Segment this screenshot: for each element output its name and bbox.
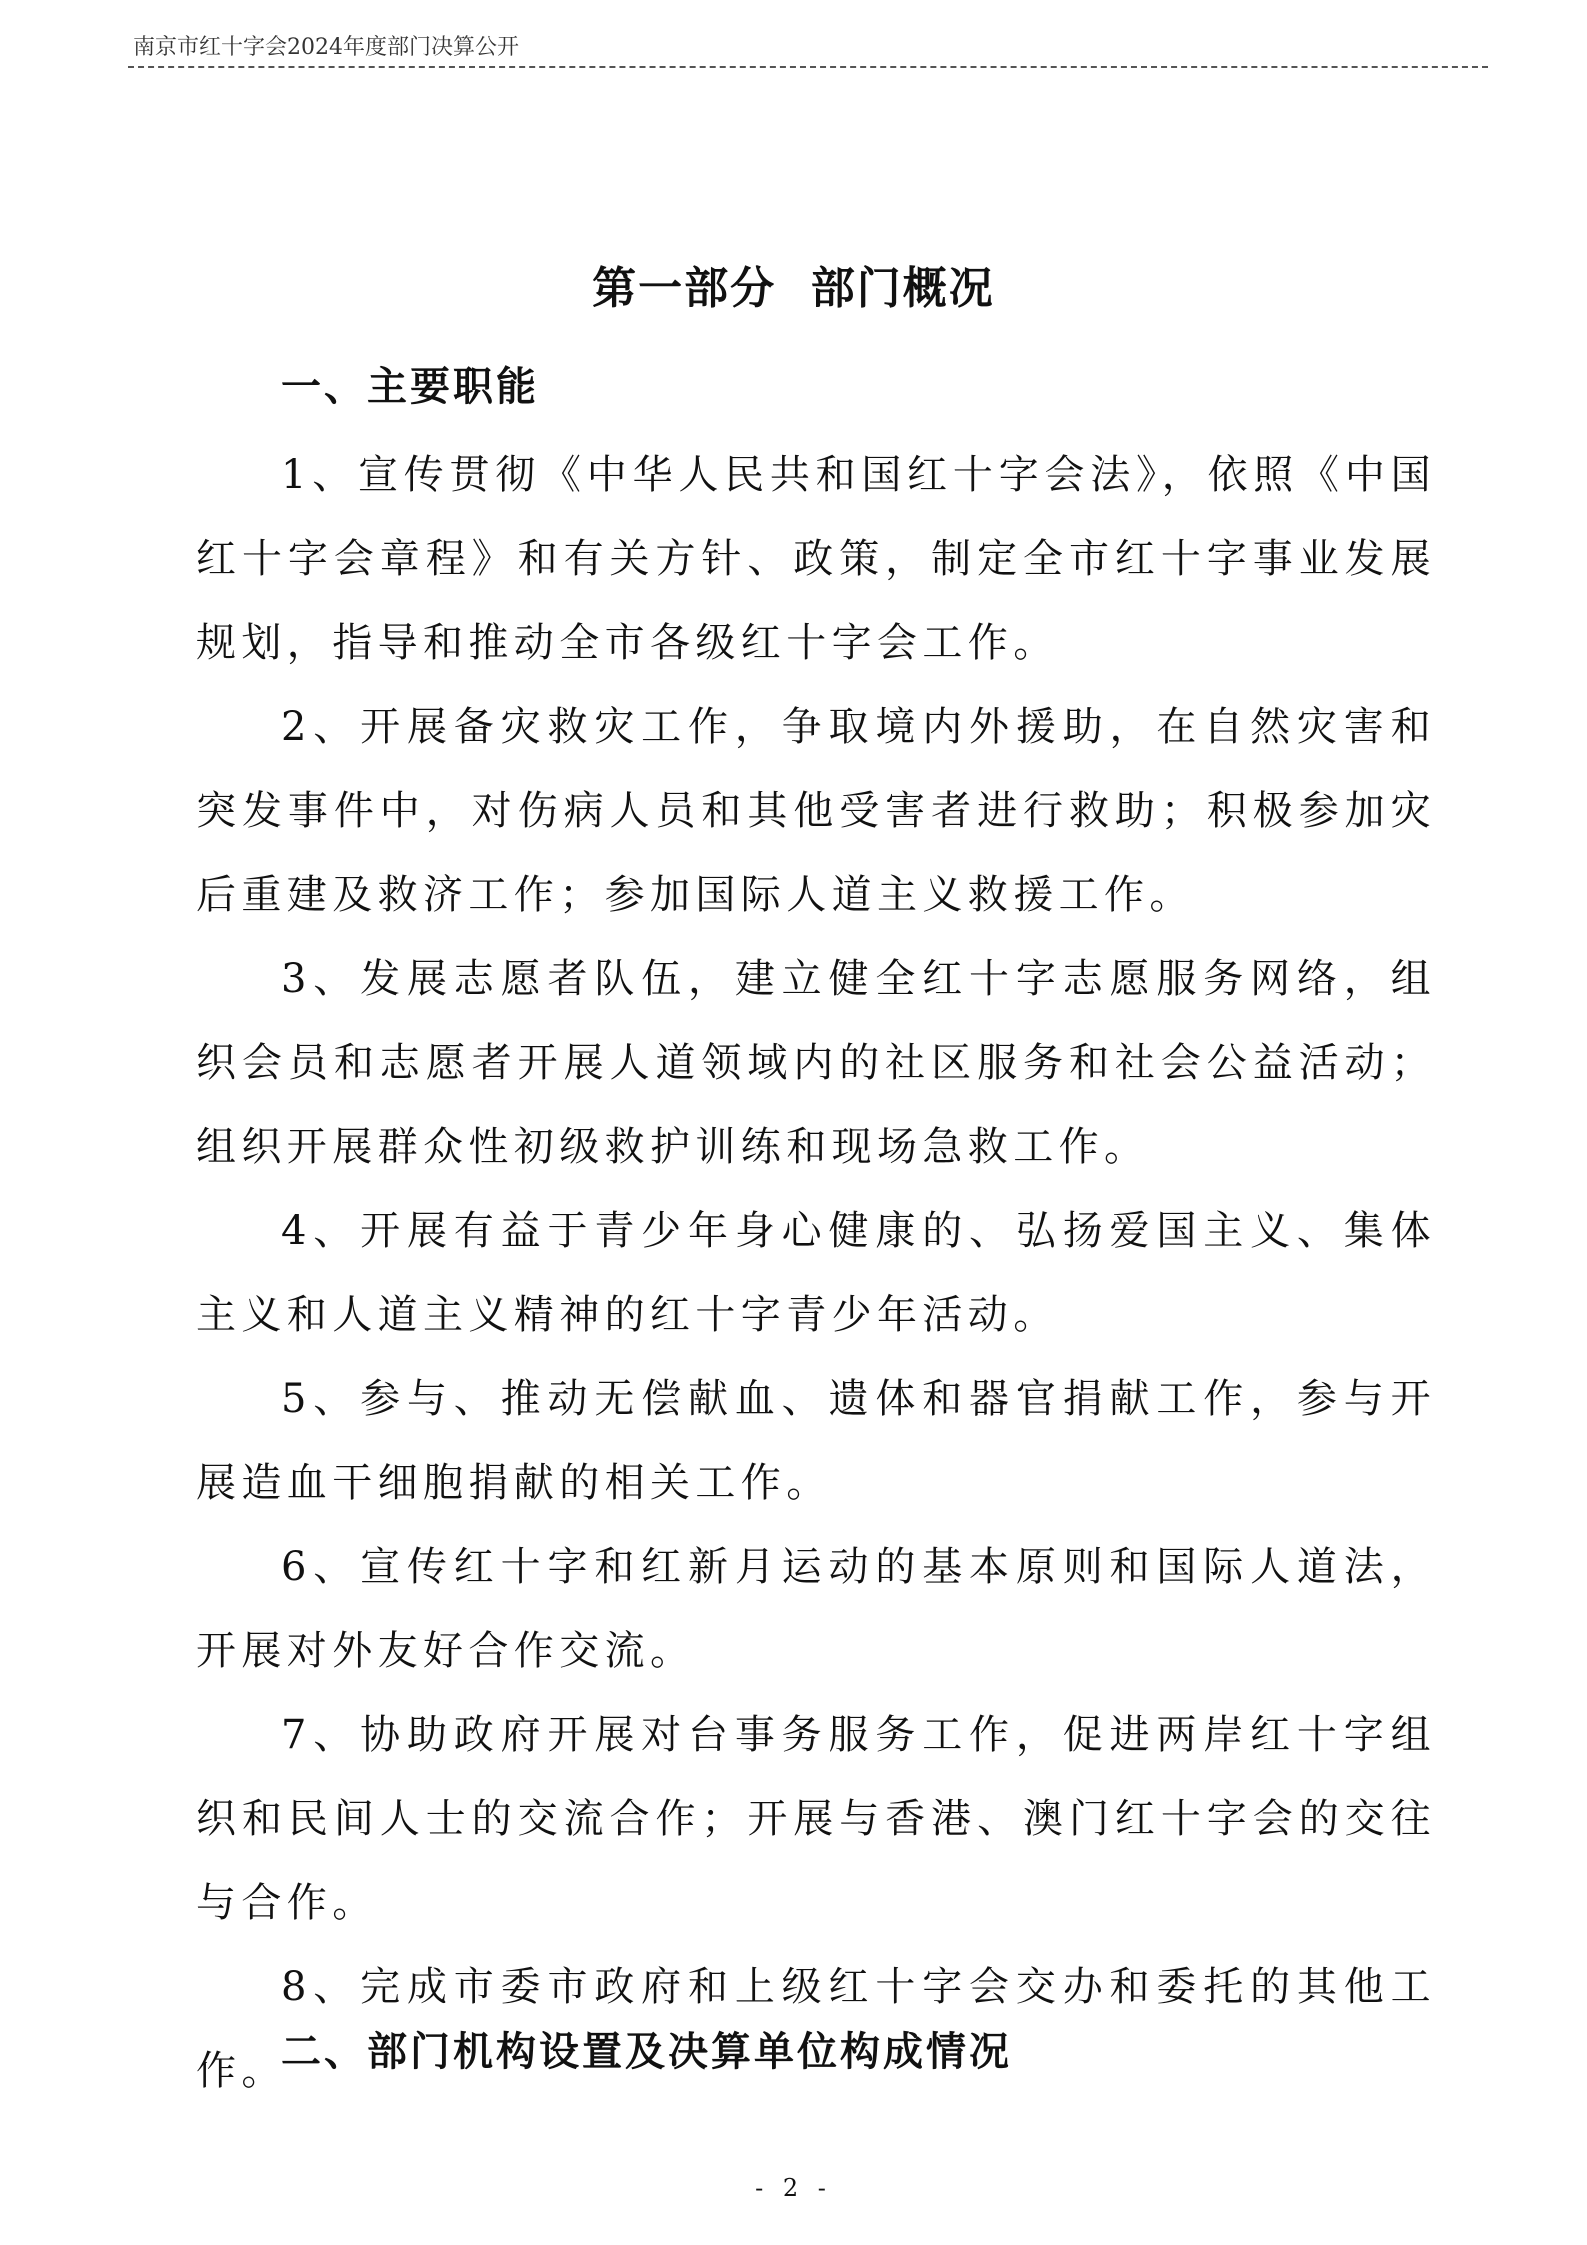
duty-item-1: 1、宣传贯彻《中华人民共和国红十字会法》，依照《中国红十字会章程》和有关方针、政策，制定全市红十字事业发展规划，指导和推动全市各级红十字会工作。 xyxy=(196,452,1436,666)
duty-item-7: 7、协助政府开展对台事务服务工作，促进两岸红十字组织和民间人士的交流合作；开展与香港、澳门红十字会的交往与合作。 xyxy=(196,1712,1436,1926)
duty-item-2: 2、开展备灾救灾工作，争取境内外援助，在自然灾害和突发事件中，对伤病人员和其他受害者进行救助；积极参加灾后重建及救济工作；参加国际人道主义救援工作。 xyxy=(196,704,1436,918)
section-heading-organization: 二、部门机构设置及决算单位构成情况 xyxy=(281,2028,1012,2075)
header-divider xyxy=(128,66,1488,68)
duty-item-3: 3、发展志愿者队伍，建立健全红十字志愿服务网络，组织会员和志愿者开展人道领域内的社区服务和社会公益活动；组织开展群众性初级救护训练和现场急救工作。 xyxy=(196,956,1436,1170)
running-header: 南京市红十字会2024年度部门决算公开 xyxy=(133,35,519,60)
duty-item-6: 6、宣传红十字和红新月运动的基本原则和国际人道法，开展对外友好合作交流。 xyxy=(196,1544,1436,1674)
page-number: - 2 - xyxy=(755,2174,832,2202)
duty-item-4: 4、开展有益于青少年身心健康的、弘扬爱国主义、集体主义和人道主义精神的红十字青少年活动。 xyxy=(196,1208,1436,1338)
duties-list xyxy=(196,433,1436,2113)
duty-item-5: 5、参与、推动无偿献血、遗体和器官捐献工作，参与开展造血干细胞捐献的相关工作。 xyxy=(196,1376,1436,1506)
part-title: 第一部分 部门概况 xyxy=(592,263,995,314)
section-heading-main-functions: 一、主要职能 xyxy=(281,363,539,410)
duty-item-8: 8、完成市委市政府和上级红十字会交办和委托的其他工作。 xyxy=(196,1964,1436,2094)
